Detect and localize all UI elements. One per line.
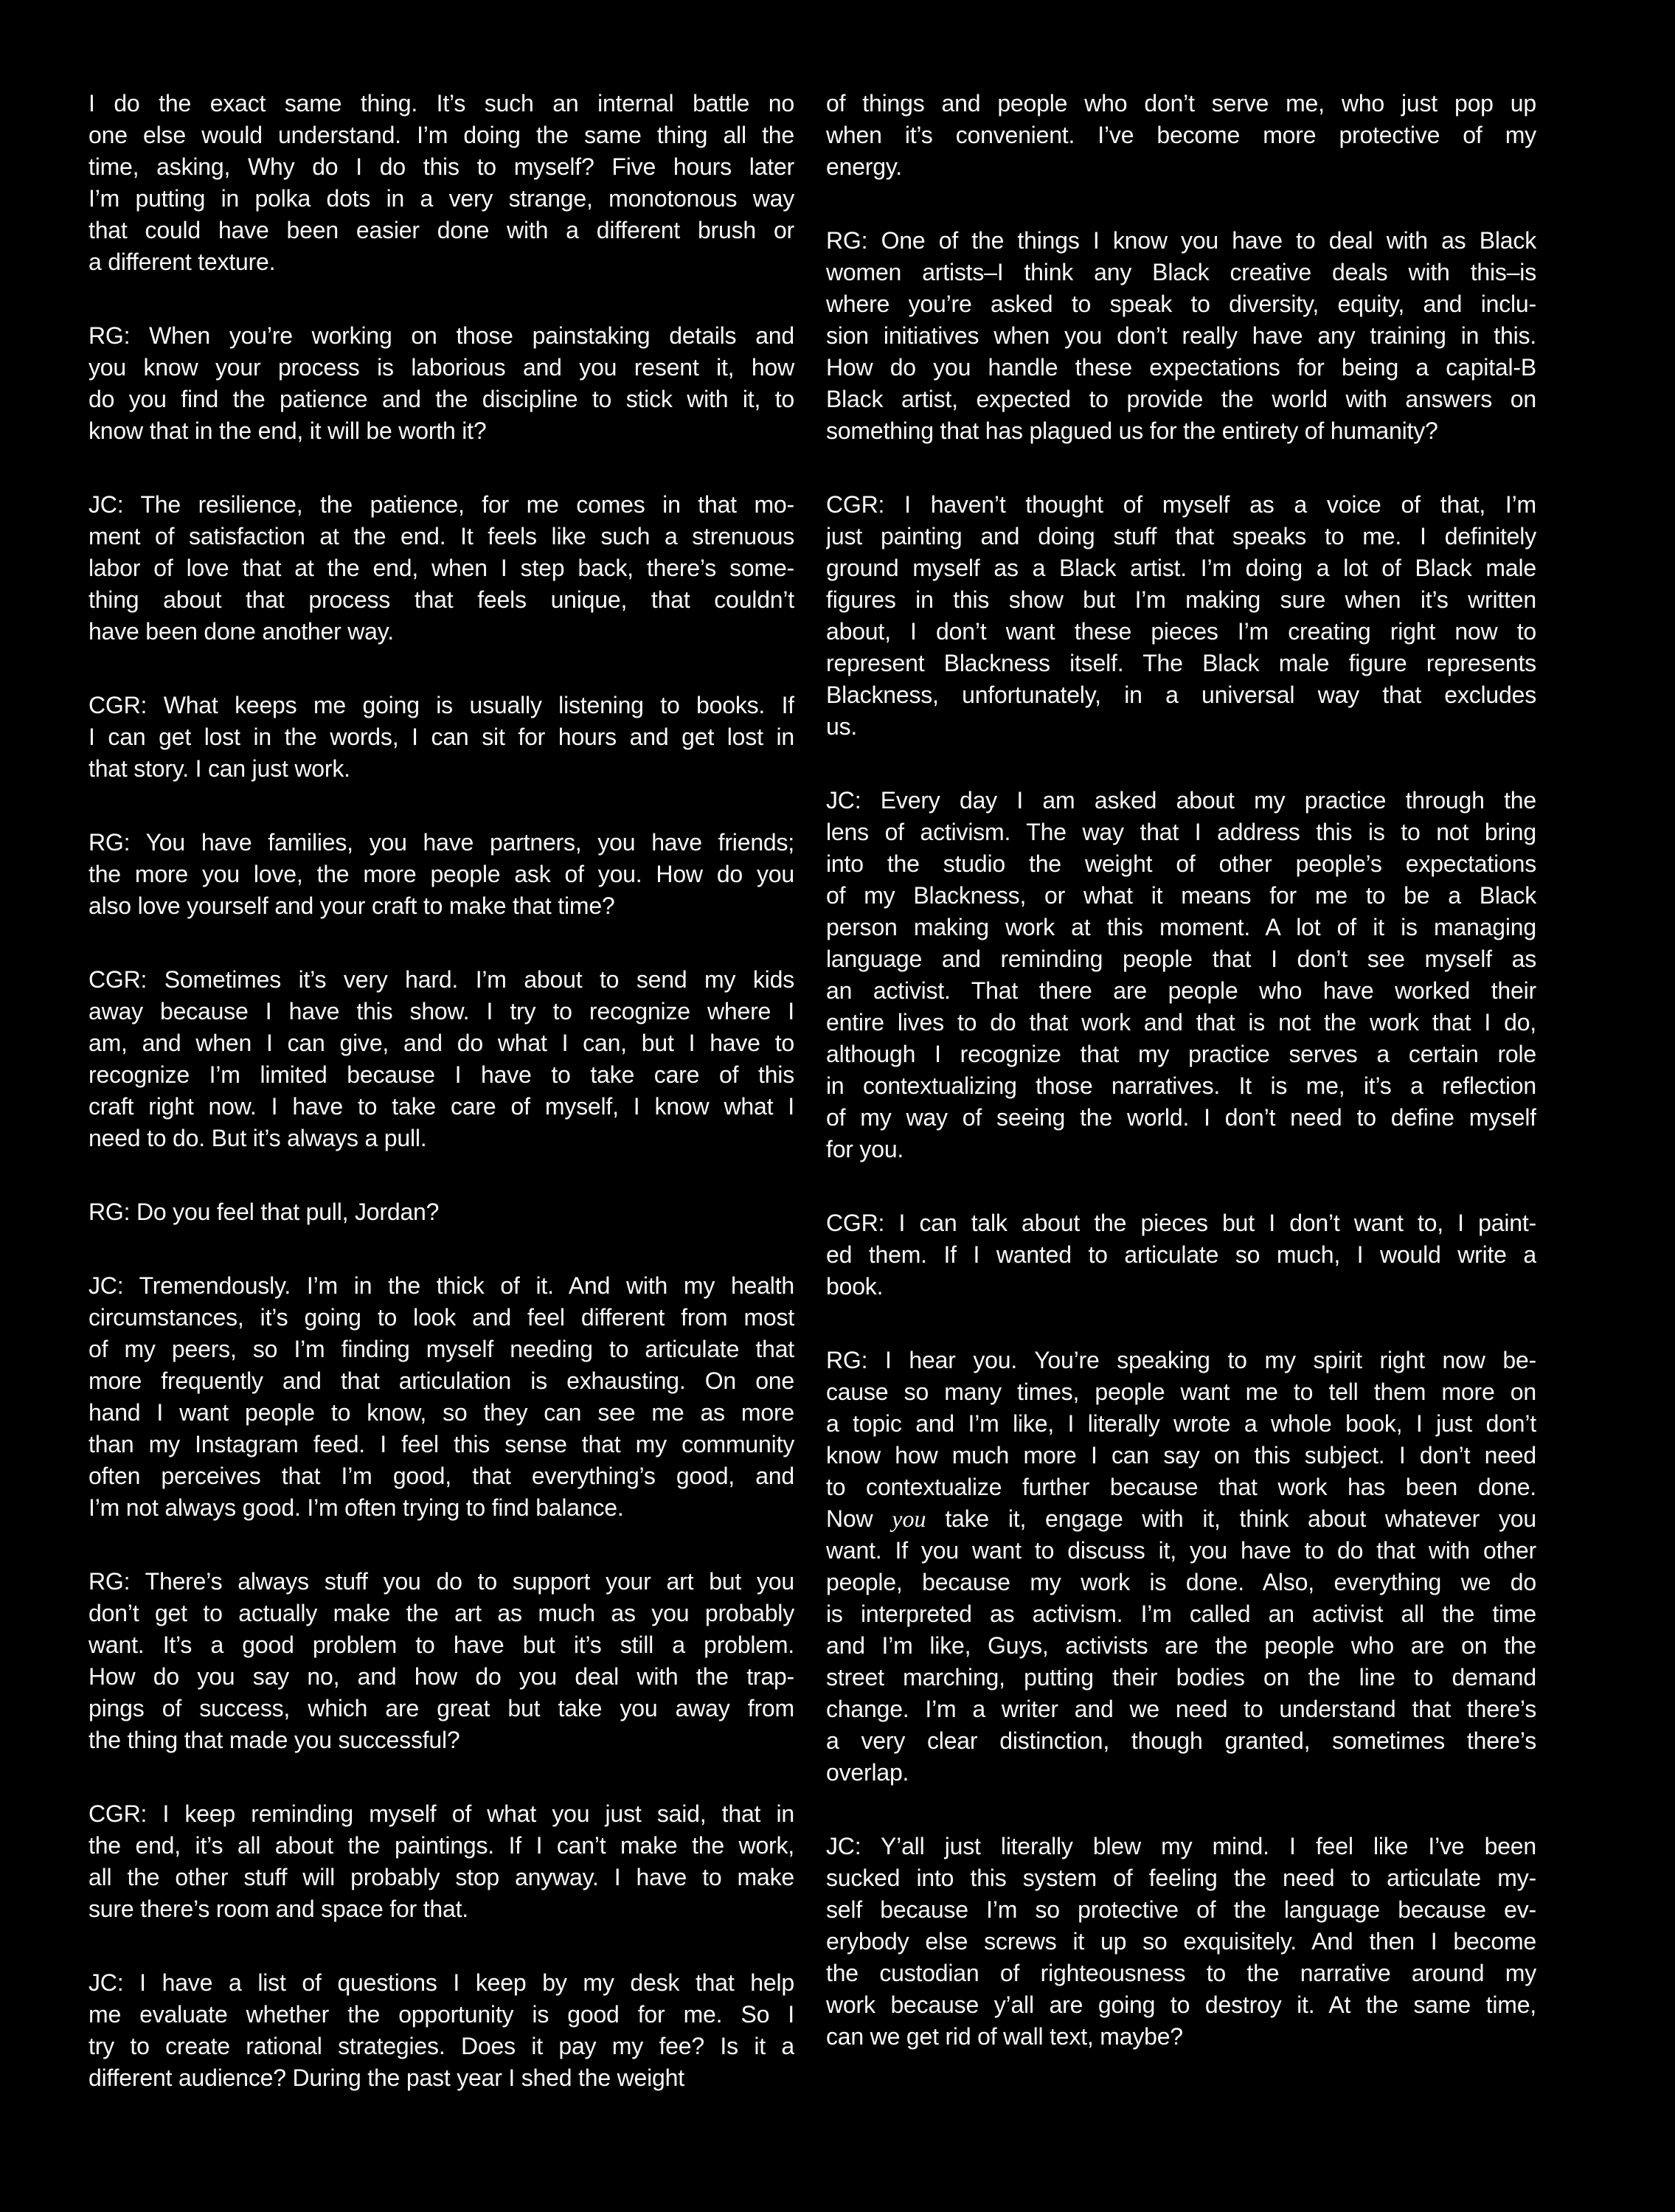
text-line: Blackness, unfortunately, in a universal way that excludes [826, 682, 1536, 708]
text-line: than my Instagram feed. I feel this sense that my community [89, 1431, 794, 1457]
paragraph [89, 489, 794, 648]
text-line: JC: Every day I am asked about my practice through the [826, 787, 1536, 814]
paragraph [89, 1566, 794, 1756]
text-line: women artists–I think any Black creative deals with this–is [826, 259, 1536, 285]
text-line: where you’re asked to speak to diversity, equity, and inclu- [826, 291, 1536, 317]
paragraph [89, 827, 794, 922]
text-line: book. [826, 1273, 884, 1300]
text-line: entire lives to do that work and that is not the work that I do, [826, 1009, 1536, 1036]
text-line: sure there’s room and space for that. [89, 1896, 468, 1922]
text-line: RG: There’s always stuff you do to support your art but you [89, 1568, 794, 1595]
text-line: change. I’m a writer and we need to understand that there’s [826, 1696, 1536, 1722]
text-line: often perceives that I’m good, that everything’s good, and [89, 1463, 794, 1489]
text-line: is interpreted as activism. I’m called an activist all the time [826, 1601, 1536, 1627]
text-line: know that in the end, it will be worth it? [89, 417, 487, 444]
text-line: don’t get to actually make the art as much as you probably [89, 1600, 794, 1626]
text-line: sucked into this system of feeling the need to articulate my- [826, 1865, 1536, 1891]
text-line: hand I want people to know, so they can see me as more [89, 1399, 794, 1426]
text-line: although I recognize that my practice serves a certain role [826, 1041, 1536, 1067]
text-line: people, because my work is done. Also, everything we do [826, 1569, 1536, 1595]
text-line: I’m putting in polka dots in a very strange, monotonous way [89, 185, 794, 212]
text-line: of my Blackness, or what it means for me to be a Black [826, 882, 1536, 909]
text-line: How do you say no, and how do you deal with the trap- [89, 1663, 794, 1690]
paragraph [826, 785, 1536, 1165]
text-line: sion initiatives when you don’t really have any training in this. [826, 322, 1536, 349]
text-line: know how much more I can say on this subject. I don’t need [826, 1442, 1536, 1469]
text-line: person making work at this moment. A lot of it is managing [826, 914, 1536, 940]
text-line: RG: When you’re working on those painstaking details and [89, 322, 794, 349]
text-line: RG: You have families, you have partners, you have friends; [89, 829, 794, 856]
text-line: that story. I can just work. [89, 755, 350, 782]
paragraph [89, 320, 794, 447]
right-column [826, 88, 1536, 2095]
text-line: CGR: What keeps me going is usually listening to books. If [89, 692, 794, 718]
text-line: pings of success, which are great but take you away from [89, 1695, 794, 1722]
text-line: the thing that made you successful? [89, 1727, 460, 1753]
text-line: JC: The resilience, the patience, for me comes in that mo- [89, 491, 794, 518]
text-line: ed them. If I wanted to articulate so much, I would write a [826, 1241, 1536, 1268]
text-line: the custodian of righteousness to the narrative around my [826, 1960, 1536, 1986]
text-line: ground myself as a Black artist. I’m doing a lot of Black male [826, 555, 1536, 581]
text-line: just painting and doing stuff that speaks to me. I definitely [826, 523, 1536, 549]
paragraph [826, 88, 1536, 183]
text-line: that could have been easier done with a different brush or [89, 217, 794, 243]
text-line: in contextualizing those narratives. It is me, it’s a reflection [826, 1072, 1536, 1099]
left-column [89, 88, 794, 2136]
text-line: cause so many times, people want me to tell them more on [826, 1379, 1536, 1405]
text-line: away because I have this show. I try to recognize where I [89, 998, 794, 1024]
text-line: of my way of seeing the world. I don’t need to define myself [826, 1104, 1536, 1131]
text-line: a different texture. [89, 249, 276, 275]
text-line: am, and when I can give, and do what I can, but I have to [89, 1030, 794, 1056]
text-line: recognize I’m limited because I have to take care of this [89, 1061, 794, 1088]
text-line: of things and people who don’t serve me, who just pop up [826, 90, 1536, 117]
paragraph [89, 964, 794, 1154]
text-line: about, I don’t want these pieces I’m creating right now to [826, 618, 1536, 645]
text-line: CGR: Sometimes it’s very hard. I’m about to send my kids [89, 966, 794, 993]
text-line: RG: I hear you. You’re speaking to my spirit right now be- [826, 1347, 1536, 1373]
text-line: us. [826, 713, 858, 740]
text-line: want. If you want to discuss it, you have to do that with other [826, 1537, 1536, 1564]
text-line: lens of activism. The way that I address this is to not bring [826, 819, 1536, 845]
text-line: JC: Tremendously. I’m in the thick of it. And with my health [89, 1272, 794, 1299]
paragraph [89, 690, 794, 785]
text-line: also love yourself and your craft to make that time? [89, 892, 615, 919]
text-line: you know your process is laborious and you resent it, how [89, 354, 794, 381]
text-line: labor of love that at the end, when I step back, there’s some- [89, 555, 794, 581]
text-line: circumstances, it’s going to look and feel different from most [89, 1304, 794, 1331]
text-line: craft right now. I have to take care of myself, I know what I [89, 1093, 794, 1120]
text-line: an activist. That there are people who have worked their [826, 977, 1536, 1004]
text-line: I’m not always good. I’m often trying to find balance. [89, 1494, 624, 1521]
text-line: CGR: I keep reminding myself of what you just said, that in [89, 1800, 794, 1827]
text-line: the end, it’s all about the paintings. If I can’t make the work, [89, 1832, 794, 1859]
paragraph [89, 1270, 794, 1524]
text-line: energy. [826, 153, 902, 180]
paragraph [826, 1831, 1536, 2053]
text-line: work because y’all are going to destroy it. At the same time, [826, 1991, 1536, 2018]
text-line: need to do. But it’s always a pull. [89, 1125, 427, 1151]
text-line: all the other stuff will probably stop anyway. I have to make [89, 1864, 794, 1890]
text-line: I can get lost in the words, I can sit for hours and get lost in [89, 724, 794, 750]
text-line: How do you handle these expectations for being a capital-B [826, 354, 1536, 381]
text-line: overlap. [826, 1759, 909, 1786]
text-line: and I’m like, Guys, activists are the people who are on the [826, 1632, 1536, 1659]
text-line: Now you take it, engage with it, think about whatever you [826, 1505, 1536, 1532]
text-line: self because I’m so protective of the language because ev- [826, 1896, 1536, 1923]
text-line: one else would understand. I’m doing the same thing all the [89, 122, 794, 148]
text-line: RG: One of the things I know you have to deal with as Black [826, 227, 1536, 254]
paragraph [89, 1196, 794, 1228]
text-line: I do the exact same thing. It’s such an internal battle no [89, 90, 794, 117]
text-line: of my peers, so I’m finding myself needing to articulate that [89, 1336, 794, 1362]
text-line: figures in this show but I’m making sure when it’s written [826, 586, 1536, 613]
text-line: JC: Y’all just literally blew my mind. I feel like I’ve been [826, 1833, 1536, 1859]
text-line: represent Blackness itself. The Black male figure represents [826, 650, 1536, 676]
text-line: the more you love, the more people ask of you. How do you [89, 861, 794, 887]
text-line: want. It’s a good problem to have but it’s still a problem. [89, 1632, 794, 1658]
text-line: thing about that process that feels unique, that couldn’t [89, 586, 794, 613]
text-line: into the studio the weight of other people’s expectations [826, 850, 1536, 877]
text-line: try to create rational strategies. Does it pay my fee? Is it a [89, 2033, 794, 2059]
text-line: CGR: I haven’t thought of myself as a voice of that, I’m [826, 491, 1536, 518]
text-line: ment of satisfaction at the end. It feels like such a strenuous [89, 523, 794, 549]
paragraph [826, 1207, 1536, 1303]
text-line: language and reminding people that I don’t see myself as [826, 946, 1536, 972]
text-line: JC: I have a list of questions I keep by my desk that help [89, 1969, 794, 1996]
paragraph [826, 225, 1536, 447]
paragraph [89, 88, 794, 278]
text-line: to contextualize further because that work has been done. [826, 1474, 1536, 1500]
text-line: time, asking, Why do I do this to myself? Five hours later [89, 153, 794, 180]
text-line: when it’s convenient. I’ve become more protective of my [826, 122, 1536, 148]
paragraph [826, 1345, 1536, 1789]
text-line: a topic and I’m like, I literally wrote a whole book, I just don’t [826, 1410, 1536, 1437]
paragraph [89, 1798, 794, 1925]
text-line: me evaluate whether the opportunity is good for me. So I [89, 2001, 794, 2028]
text-line: do you find the patience and the discipline to stick with it, to [89, 386, 794, 412]
text-line: Black artist, expected to provide the world with answers on [826, 386, 1536, 412]
text-line: street marching, putting their bodies on the line to demand [826, 1664, 1536, 1691]
text-line: CGR: I can talk about the pieces but I don’t want to, I paint- [826, 1210, 1536, 1236]
text-line: RG: Do you feel that pull, Jordan? [89, 1199, 440, 1225]
italic-word: you [892, 1505, 926, 1532]
text-line: erybody else screws it up so exquisitely. And then I become [826, 1928, 1536, 1955]
text-line: something that has plagued us for the entirety of humanity? [826, 417, 1438, 444]
text-line: have been done another way. [89, 618, 394, 645]
text-line: different audience? During the past year I shed the weight [89, 2064, 684, 2091]
text-line: more frequently and that articulation is exhausting. On one [89, 1367, 794, 1394]
text-line: a very clear distinction, though granted, sometimes there’s [826, 1727, 1536, 1754]
paragraph [89, 1967, 794, 2094]
text-line: for you. [826, 1136, 904, 1162]
paragraph [826, 489, 1536, 743]
text-line: can we get rid of wall text, maybe? [826, 2023, 1183, 2050]
